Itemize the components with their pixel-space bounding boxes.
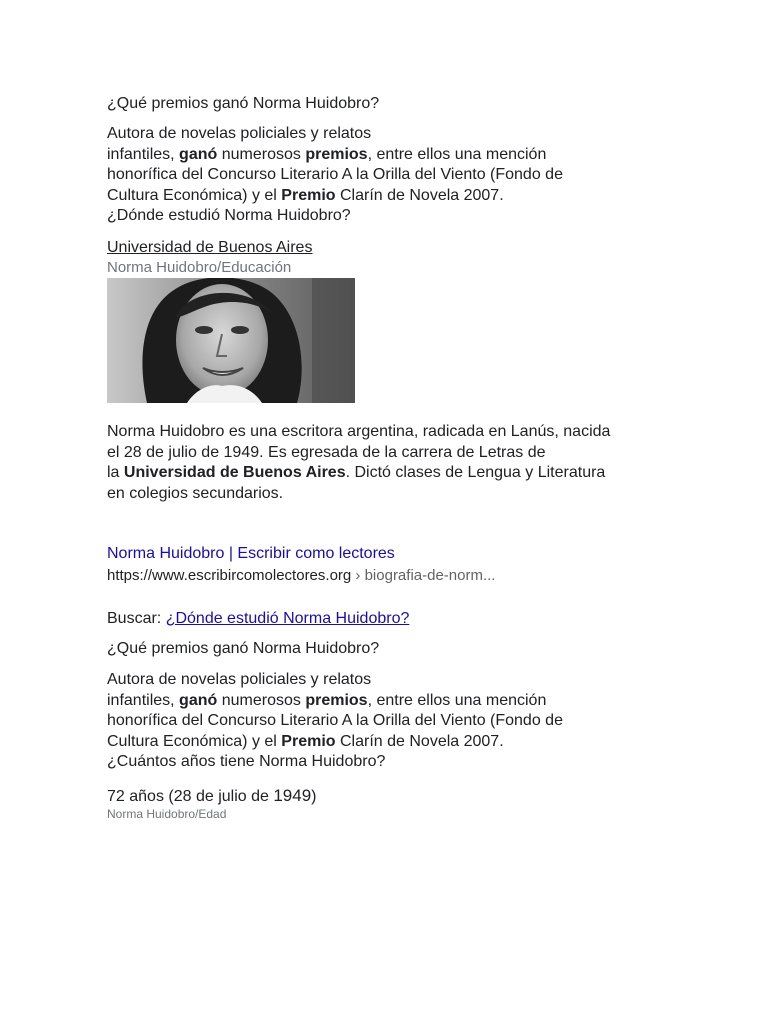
result-title-link[interactable]: Norma Huidobro | Escribir como lectores bbox=[107, 545, 395, 562]
question-premios: ¿Qué premios ganó Norma Huidobro? bbox=[107, 95, 380, 112]
search-result bbox=[107, 543, 687, 587]
age-answer bbox=[107, 786, 687, 821]
bio-paragraph: Norma Huidobro es una escritora argentina, radicada en Lanús, nacida el 28 de julio de 1949. Es egresada de la carrera de Letras de la Universidad de Buenos Aires. Dictó clases de Lengua y Literatura en colegios secundarios. bbox=[107, 423, 611, 502]
author-photo bbox=[107, 278, 355, 403]
answer-premios-2: Autora de novelas policiales y relatos infantiles, ganó numerosos premios, entre ellos una mención honorífica del Concurso Literario A la Orilla del Viento (Fondo de Cultura Económica) y el Premio Clarín de Novela 2007. ¿Cuántos años tiene Norma Huidobro? bbox=[107, 670, 687, 773]
question-cuantos-anos: ¿Cuántos años tiene Norma Huidobro? bbox=[107, 753, 386, 771]
age-value: 72 años (28 de julio de 1949) bbox=[107, 786, 317, 805]
question-donde-estudio: ¿Dónde estudió Norma Huidobro? bbox=[107, 207, 351, 225]
buscar-link[interactable]: ¿Dónde estudió Norma Huidobro? bbox=[165, 610, 410, 627]
age-subtitle: Norma Huidobro/Edad bbox=[107, 807, 227, 821]
answer-premios: Autora de novelas policiales y relatos infantiles, ganó numerosos premios, entre ellos una mención honorífica del Concurso Literario A la Orilla del Viento (Fondo de Cultura Económica) y el Premio Clarín de Novela 2007. ¿Dónde estudió Norma Huidobro? bbox=[107, 124, 687, 227]
result-url[interactable]: https://www.escribircomolectores.org › biografia-de-norm... bbox=[107, 567, 496, 584]
education-link[interactable]: Universidad de Buenos Aires bbox=[107, 239, 313, 256]
portrait-image bbox=[107, 278, 355, 403]
question-premios-2: ¿Qué premios ganó Norma Huidobro? bbox=[107, 640, 380, 657]
education-answer bbox=[107, 238, 687, 278]
buscar-line: Buscar: ¿Dónde estudió Norma Huidobro? bbox=[107, 610, 410, 627]
education-subtitle: Norma Huidobro/Educación bbox=[107, 259, 292, 276]
